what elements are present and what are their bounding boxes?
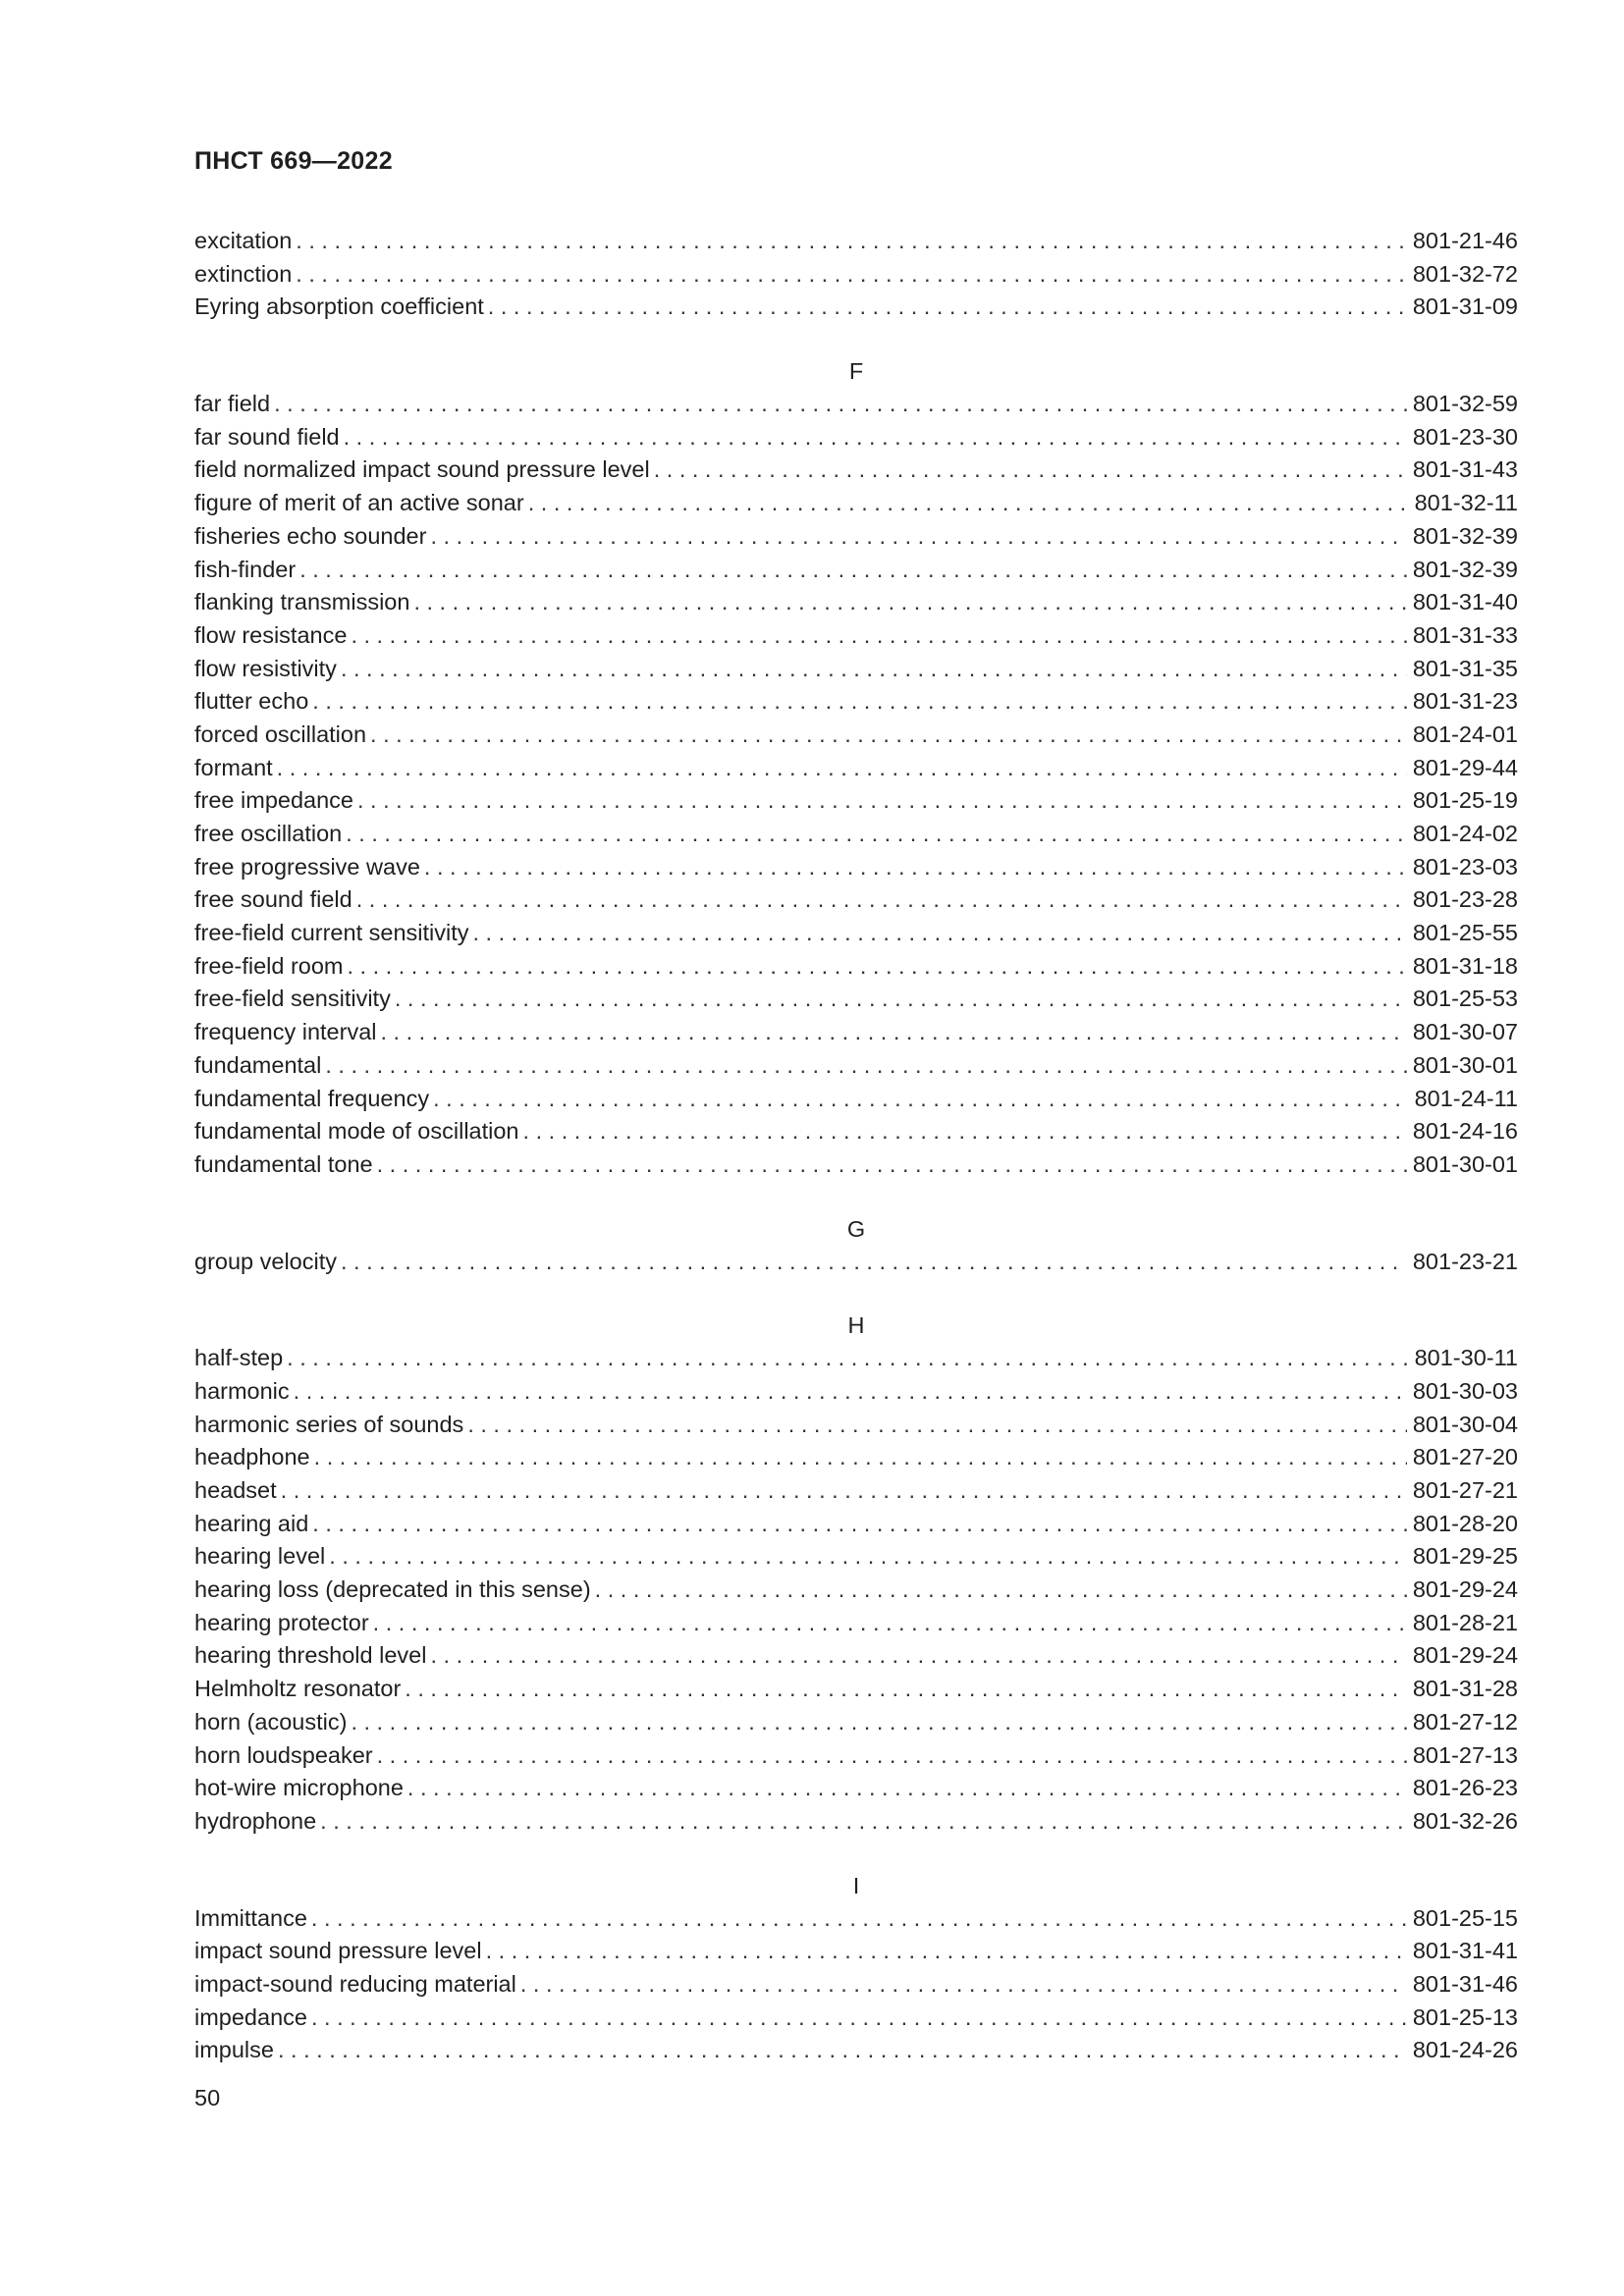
dot-leader — [341, 653, 1407, 686]
index-entry — [194, 1607, 1518, 1640]
entry-reference: 801-32-59 — [1412, 391, 1518, 417]
dot-leader — [377, 1739, 1407, 1773]
entry-term: fish-finder — [194, 556, 297, 582]
dot-leader — [281, 1474, 1407, 1508]
entry-term: free oscillation — [194, 821, 343, 846]
entry-term: Immittance — [194, 1904, 307, 1931]
entry-reference: 801-24-02 — [1412, 821, 1518, 846]
entry-reference: 801-24-16 — [1412, 1118, 1518, 1145]
entry-reference: 801-30-11 — [1414, 1345, 1518, 1371]
dot-leader — [424, 851, 1407, 884]
entry-reference: 801-24-01 — [1412, 721, 1518, 747]
entry-reference: 801-29-24 — [1412, 1576, 1518, 1603]
entry-reference: 801-25-53 — [1412, 986, 1518, 1012]
entry-term: group velocity — [194, 1248, 337, 1274]
entry-term: frequency interval — [194, 1019, 377, 1045]
index-entry — [194, 1148, 1518, 1182]
dot-leader — [433, 1083, 1409, 1116]
dot-leader — [523, 1115, 1407, 1148]
entry-term: forced oscillation — [194, 721, 367, 747]
section-letter: H — [847, 1312, 865, 1339]
entry-reference: 801-24-26 — [1412, 2037, 1518, 2063]
index-entry — [194, 1540, 1518, 1574]
index-entry — [194, 1639, 1518, 1673]
index-section — [194, 225, 1518, 324]
index-entry — [194, 1673, 1518, 1706]
entry-reference: 801-25-15 — [1412, 1904, 1518, 1931]
index-entry — [194, 983, 1518, 1016]
dot-leader — [296, 225, 1407, 258]
entry-reference: 801-31-40 — [1412, 589, 1518, 615]
entry-term: horn (acoustic) — [194, 1708, 348, 1735]
entry-reference: 801-32-11 — [1414, 490, 1518, 516]
section-letter: I — [852, 1872, 860, 1898]
section-letter: G — [846, 1215, 866, 1242]
entry-term: half-step — [194, 1345, 284, 1371]
entry-reference: 801-27-13 — [1412, 1741, 1518, 1768]
entry-reference: 801-31-09 — [1412, 294, 1518, 320]
entry-reference: 801-23-28 — [1412, 886, 1518, 913]
entry-reference: 801-23-21 — [1412, 1248, 1518, 1274]
dot-leader — [274, 388, 1407, 421]
entry-reference: 801-31-41 — [1412, 1938, 1518, 1964]
entry-term: far field — [194, 391, 271, 417]
index-entry — [194, 917, 1518, 950]
index-section — [194, 1839, 1518, 2067]
page-number: 50 — [194, 2085, 221, 2110]
entry-reference: 801-27-12 — [1412, 1708, 1518, 1735]
index-entry — [194, 1935, 1518, 1968]
dot-leader — [370, 719, 1407, 752]
entry-reference: 801-25-19 — [1412, 787, 1518, 814]
index-entry — [194, 520, 1518, 554]
index-entry — [194, 950, 1518, 984]
entry-reference: 801-30-01 — [1412, 1150, 1518, 1177]
entry-reference: 801-27-20 — [1412, 1444, 1518, 1470]
entry-term: far sound field — [194, 423, 340, 450]
entry-reference: 801-32-39 — [1412, 556, 1518, 582]
section-letter: F — [848, 358, 864, 385]
dot-leader — [430, 1639, 1406, 1673]
index-section — [194, 324, 1518, 1182]
dot-leader — [377, 1148, 1407, 1182]
index-entry — [194, 1508, 1518, 1541]
index-entry — [194, 1342, 1518, 1375]
index-entry — [194, 291, 1518, 324]
index-entry — [194, 1772, 1518, 1805]
entry-term: excitation — [194, 228, 293, 253]
entry-term: impact-sound reducing material — [194, 1970, 516, 1997]
entry-reference: 801-30-07 — [1412, 1019, 1518, 1045]
index-entry — [194, 752, 1518, 785]
entry-term: fundamental — [194, 1051, 322, 1078]
entry-reference: 801-28-21 — [1412, 1609, 1518, 1635]
entry-term: flow resistance — [194, 621, 348, 648]
dot-leader — [373, 1607, 1407, 1640]
dot-leader — [329, 1540, 1407, 1574]
index-entry — [194, 685, 1518, 719]
entry-term: hearing threshold level — [194, 1642, 427, 1669]
dot-leader — [311, 2002, 1407, 2035]
index-entry — [194, 784, 1518, 818]
index-entry — [194, 487, 1518, 520]
index-entry — [194, 1968, 1518, 2002]
entry-term: headset — [194, 1477, 277, 1503]
entry-reference: 801-31-43 — [1412, 456, 1518, 483]
dot-leader — [488, 291, 1407, 324]
entry-reference: 801-21-46 — [1412, 228, 1518, 253]
dot-leader — [277, 752, 1407, 785]
index-entry — [194, 1574, 1518, 1607]
dot-leader — [357, 784, 1407, 818]
dot-leader — [486, 1935, 1407, 1968]
index-entry — [194, 653, 1518, 686]
entry-term: flow resistivity — [194, 655, 337, 681]
entry-reference: 801-32-39 — [1412, 522, 1518, 549]
dot-leader — [312, 1508, 1407, 1541]
entry-reference: 801-29-44 — [1412, 754, 1518, 780]
dot-leader — [654, 454, 1407, 487]
term-index — [194, 225, 1518, 2067]
index-entry — [194, 1049, 1518, 1083]
entry-term: harmonic — [194, 1377, 290, 1404]
entry-term: formant — [194, 754, 273, 780]
entry-term: impulse — [194, 2037, 274, 2063]
index-entry — [194, 1115, 1518, 1148]
index-entry — [194, 1246, 1518, 1279]
dot-leader — [320, 1805, 1407, 1839]
entry-reference: 801-23-03 — [1412, 853, 1518, 880]
dot-leader — [341, 1246, 1407, 1279]
entry-term: Helmholtz resonator — [194, 1676, 402, 1702]
dot-leader — [520, 1968, 1407, 2002]
dot-leader — [344, 421, 1407, 454]
entry-term: hydrophone — [194, 1807, 317, 1834]
dot-leader — [528, 487, 1409, 520]
entry-reference: 801-31-35 — [1412, 655, 1518, 681]
index-entry — [194, 1706, 1518, 1739]
index-entry — [194, 1441, 1518, 1474]
entry-term: headphone — [194, 1444, 310, 1470]
entry-term: free-field sensitivity — [194, 986, 391, 1012]
entry-term: hot-wire microphone — [194, 1775, 404, 1801]
entry-term: hearing aid — [194, 1510, 309, 1536]
dot-leader — [430, 520, 1406, 554]
entry-reference: 801-31-33 — [1412, 621, 1518, 648]
entry-reference: 801-29-25 — [1412, 1543, 1518, 1570]
index-entry — [194, 1083, 1518, 1116]
entry-term: free-field room — [194, 952, 344, 979]
index-entry — [194, 851, 1518, 884]
dot-leader — [299, 554, 1407, 587]
entry-term: impedance — [194, 2003, 307, 2030]
entry-reference: 801-28-20 — [1412, 1510, 1518, 1536]
standard-header: ПНСТ 669—2022 — [194, 147, 393, 175]
dot-leader — [325, 1049, 1407, 1083]
entry-term: free impedance — [194, 787, 353, 814]
entry-term: horn loudspeaker — [194, 1741, 373, 1768]
index-entry — [194, 388, 1518, 421]
dot-leader — [311, 1902, 1407, 1936]
dot-leader — [312, 685, 1407, 719]
index-entry — [194, 818, 1518, 851]
dot-leader — [473, 917, 1407, 950]
index-entry — [194, 1739, 1518, 1773]
dot-leader — [395, 983, 1407, 1016]
index-entry — [194, 1474, 1518, 1508]
entry-reference: 801-24-11 — [1414, 1085, 1518, 1111]
entry-term: free progressive wave — [194, 853, 420, 880]
entry-reference: 801-30-03 — [1412, 1377, 1518, 1404]
index-entry — [194, 2034, 1518, 2067]
index-entry — [194, 1016, 1518, 1049]
entry-reference: 801-26-23 — [1412, 1775, 1518, 1801]
entry-reference: 801-32-72 — [1412, 260, 1518, 287]
entry-reference: 801-31-18 — [1412, 952, 1518, 979]
entry-reference: 801-30-04 — [1412, 1411, 1518, 1437]
entry-reference: 801-31-46 — [1412, 1970, 1518, 1997]
dot-leader — [294, 1375, 1407, 1409]
dot-leader — [405, 1673, 1407, 1706]
entry-term: flanking transmission — [194, 589, 410, 615]
index-entry — [194, 1409, 1518, 1442]
entry-term: fundamental frequency — [194, 1085, 430, 1111]
index-entry — [194, 586, 1518, 619]
entry-reference: 801-30-01 — [1412, 1051, 1518, 1078]
entry-term: hearing level — [194, 1543, 326, 1570]
index-entry — [194, 883, 1518, 917]
index-section — [194, 1278, 1518, 1838]
index-entry — [194, 619, 1518, 653]
dot-leader — [287, 1342, 1408, 1375]
entry-term: fundamental mode of oscillation — [194, 1118, 519, 1145]
index-entry — [194, 554, 1518, 587]
dot-leader — [351, 1706, 1406, 1739]
entry-term: fisheries echo sounder — [194, 522, 427, 549]
entry-term: hearing loss (deprecated in this sense) — [194, 1576, 591, 1603]
dot-leader — [351, 619, 1406, 653]
entry-term: extinction — [194, 260, 293, 287]
entry-term: free sound field — [194, 886, 352, 913]
dot-leader — [381, 1016, 1407, 1049]
dot-leader — [356, 883, 1407, 917]
entry-reference: 801-29-24 — [1412, 1642, 1518, 1669]
entry-term: figure of merit of an active sonar — [194, 490, 524, 516]
index-section — [194, 1182, 1518, 1279]
index-entry — [194, 258, 1518, 292]
index-entry — [194, 2002, 1518, 2035]
index-entry — [194, 1805, 1518, 1839]
dot-leader — [467, 1409, 1407, 1442]
dot-leader — [407, 1772, 1407, 1805]
index-entry — [194, 454, 1518, 487]
index-entry — [194, 719, 1518, 752]
entry-reference: 801-31-28 — [1412, 1676, 1518, 1702]
entry-reference: 801-32-26 — [1412, 1807, 1518, 1834]
dot-leader — [314, 1441, 1407, 1474]
entry-reference: 801-25-55 — [1412, 920, 1518, 946]
index-entry — [194, 1375, 1518, 1409]
dot-leader — [278, 2034, 1407, 2067]
entry-reference: 801-31-23 — [1412, 688, 1518, 715]
dot-leader — [413, 586, 1406, 619]
index-entry — [194, 225, 1518, 258]
entry-term: fundamental tone — [194, 1150, 373, 1177]
entry-term: impact sound pressure level — [194, 1938, 482, 1964]
dot-leader — [346, 818, 1407, 851]
index-entry — [194, 421, 1518, 454]
dot-leader — [296, 258, 1407, 292]
entry-reference: 801-25-13 — [1412, 2003, 1518, 2030]
entry-term: Eyring absorption coefficient — [194, 294, 484, 320]
entry-term: flutter echo — [194, 688, 309, 715]
entry-term: field normalized impact sound pressure level — [194, 456, 650, 483]
entry-term: hearing protector — [194, 1609, 369, 1635]
entry-reference: 801-27-21 — [1412, 1477, 1518, 1503]
dot-leader — [595, 1574, 1407, 1607]
dot-leader — [348, 950, 1407, 984]
entry-term: harmonic series of sounds — [194, 1411, 464, 1437]
entry-reference: 801-23-30 — [1412, 423, 1518, 450]
index-entry — [194, 1902, 1518, 1936]
entry-term: free-field current sensitivity — [194, 920, 469, 946]
